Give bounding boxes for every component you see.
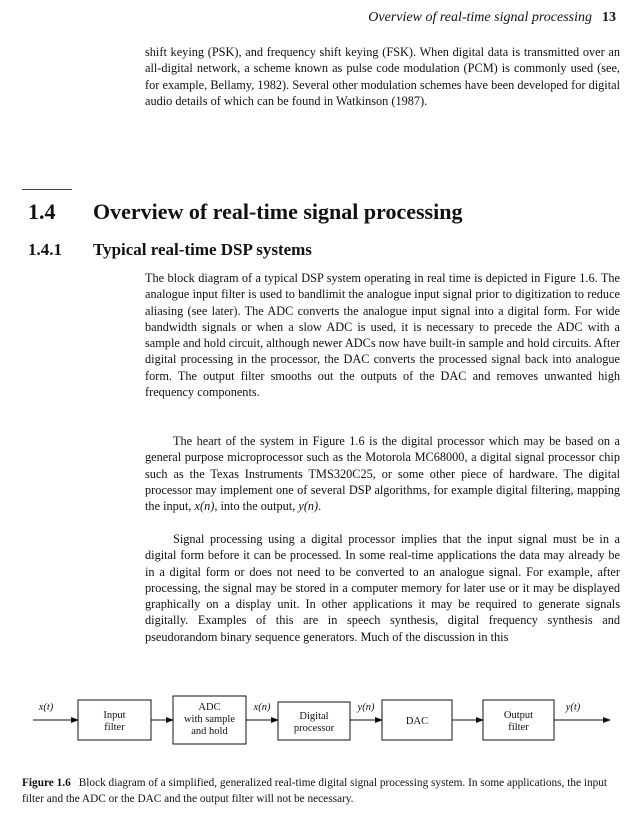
output-filter-label-1: Output: [503, 710, 534, 721]
figure-label: Figure 1.6: [22, 777, 71, 789]
paragraph-2-text-a: The heart of the system in Figure 1.6 is the digital processor which may be based on a general purpose microprocessor such as the Motorola MC68000, a digital signal processor chip such as the Texas Instruments TMS320C25, or some other piece of hardware. The digital processor may implement one of several DSP algorithms, for example digital filtering, mapping the input,: [145, 434, 620, 514]
processor-label-2: processor: [293, 723, 335, 734]
dac-label: DAC: [405, 716, 429, 727]
paragraph-3: Signal processing using a digital processor implies that the input signal must be in a digital form before it can be processed. In some real-time applications the data may already be in a digital form or does not need to be converted to an analogue signal. For example, after processing, the signal may be stored in a computer memory for later use or it may be displayed graphically on a display unit. In other applications it may be required to generate signals digitally. Examples of this are in speech synthesis, digital frequency synthesis and pseudorandom binary sequence generators. Much of the discussion in this: [145, 532, 620, 644]
paragraph-1: The block diagram of a typical DSP system operating in real time is depicted in Figure 1.6. The analogue input filter is used to bandlimit the analogue input signal prior to digitization to reduce aliasing (see later). The ADC converts the analogue input signal into a digital form. For wide bandwidth signals or when a slow ADC is used, it is necessary to precede the ADC with a sample and hold circuit, although newer ADCs now have built-in sample and hold circuits. After digital processing in the processor, the DAC converts the processed signal back into analogue form. The output filter smooths out the outputs of the DAC and removes unwanted high frequency components.: [145, 271, 620, 400]
adc-label-3: and hold: [191, 726, 228, 737]
input-filter-label-1: Input: [103, 710, 126, 721]
running-header: [368, 10, 616, 26]
subsection-title: Typical real-time DSP systems: [93, 240, 312, 259]
signal-yt: y(t): [565, 702, 581, 713]
page-number: 13: [602, 10, 616, 25]
paragraph-2-text-b: , into the output,: [214, 499, 299, 514]
paragraph-2-text-c: .: [318, 499, 322, 514]
block-diagram: [28, 688, 618, 748]
signal-xn: x(n): [253, 702, 271, 713]
figure-caption-text: Block diagram of a simplified, generalized real-time digital signal processing system. In some applications, the input filter and the ADC or the DAC and the output filter will not be necessary.: [22, 777, 608, 805]
running-title: Overview of real-time signal processing: [368, 10, 592, 25]
processor-label-1: Digital: [299, 711, 329, 722]
signal-yn: y(n): [357, 702, 375, 713]
figure-caption: [22, 776, 620, 807]
input-filter-label-2: filter: [104, 722, 125, 733]
section-title: Overview of real-time signal processing: [93, 199, 463, 224]
section-rule: [22, 189, 72, 190]
intro-paragraph: shift keying (PSK), and frequency shift keying (FSK). When digital data is transmitted over an all-digital network, a scheme known as pulse code modulation (PCM) is commonly used (see, for example, Bellamy, 1982). Several other modulation schemes have been developed for digital audio details of which can be found in Watkinson (1987).: [145, 45, 620, 108]
subsection-number: 1.4.1: [28, 240, 62, 259]
section-number: 1.4: [28, 199, 56, 224]
signal-xt: x(t): [38, 702, 54, 713]
paragraph-2-xn: x(n): [194, 499, 215, 514]
output-filter-label-2: filter: [508, 722, 529, 733]
adc-label-2: with sample: [183, 714, 236, 725]
paragraph-2-yn: y(n): [298, 499, 319, 514]
paragraph-2: [145, 433, 620, 514]
adc-label-1: ADC: [198, 702, 221, 713]
